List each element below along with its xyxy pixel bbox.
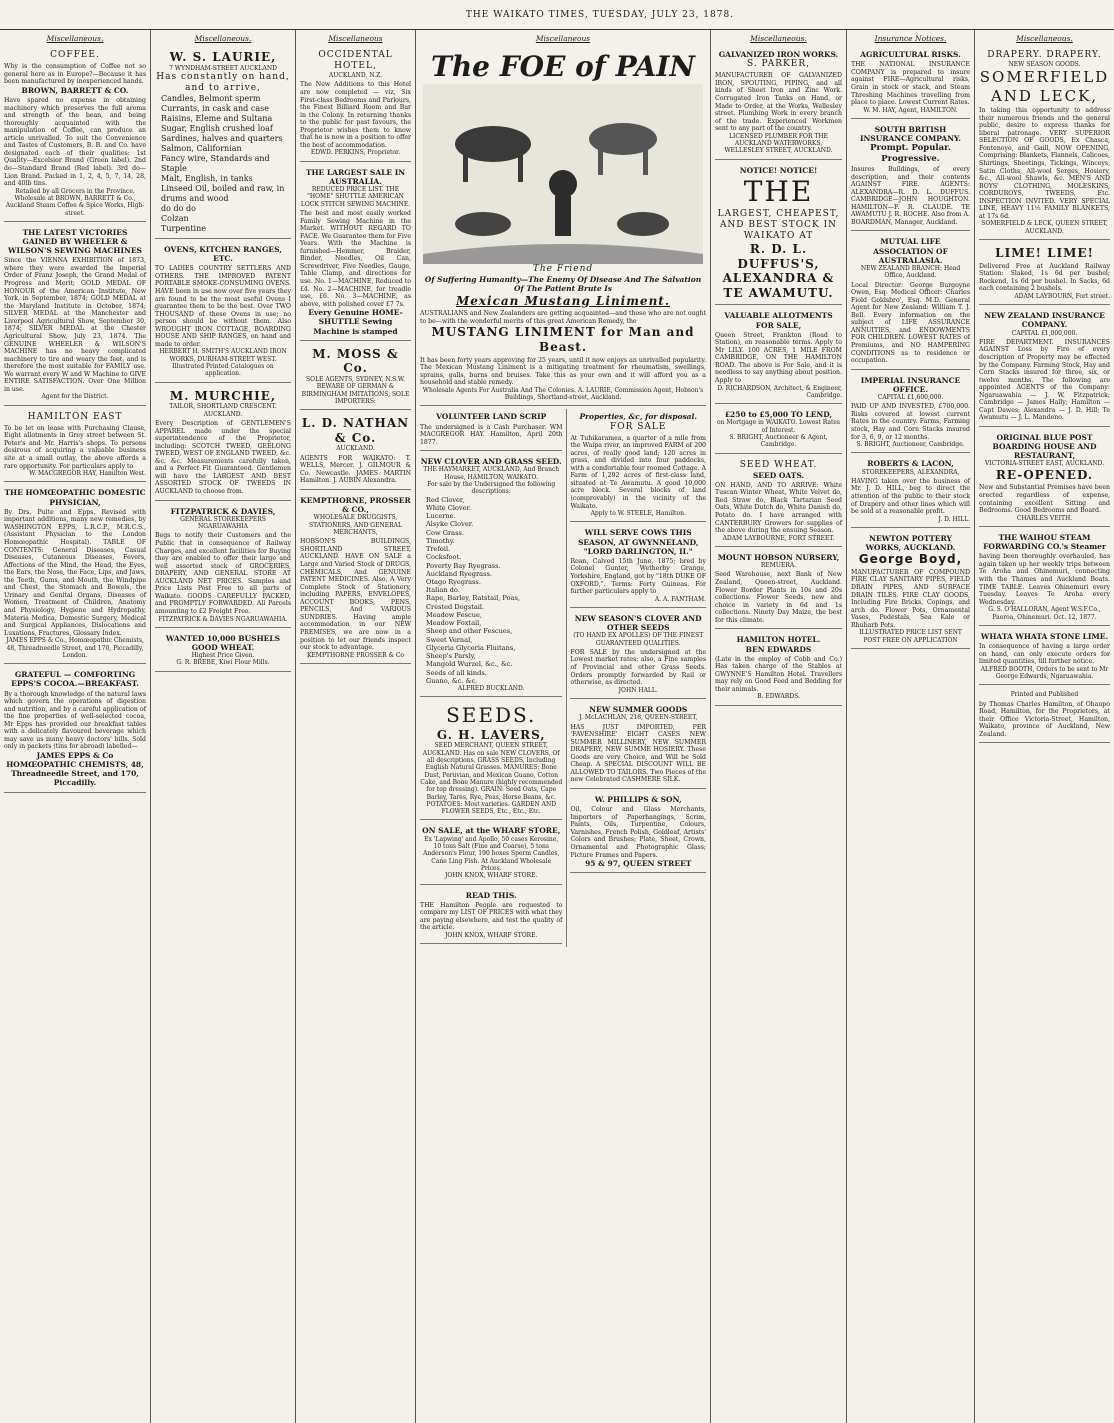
ad-ovens: [155, 242, 291, 383]
list-item: Colzan: [161, 214, 189, 224]
ad-body: ON HAND, AND TO ARRIVE: White Tuscan Winter Wheat, White Velvet do, Red Straw do, Black Tartarian Seed Oats, White Dutch do, White Danish do, Potato do. I have arranged with CANTERBURY Growers for supplies of the above during the ensuing Season.: [715, 481, 842, 535]
list-item: Alsyke Clover.: [426, 520, 474, 529]
list-item: Raisins, Eleme and Sultana: [161, 114, 273, 124]
ad-title: NOTICE! NOTICE!: [739, 165, 818, 175]
ad-footer: ALFRED BOOTH, Ordors to be sent to Mr George Edwards, Ngaruawahia.: [980, 665, 1109, 680]
list-item: Sheep and other Fescues,: [426, 627, 513, 636]
ad-body: At Tuhikaramea, a quarter of a mile from the Waipa river, an improved FARM of 200 acres, of really good land; 120 acres in grass, and divided into four paddocks, with a comfortable four roomed Cottage. A Farm of 1,292 acres of first-class land, situated at Te Awamutu. A good 10,000 acre block. Several blocks of land (comprovably) in the vicinity of the Waikato.: [570, 434, 706, 510]
ad-roberts-lacon: [851, 456, 970, 528]
ad-subtitle: J. McLACHLAN, 218, QUEEN-STREET,: [579, 714, 698, 722]
ad-body: HOBSON'S BUILDINGS, SHORTLAND STREET, AUCKLAND. HAVE ON SALE a Large and Varied Stock of DRUGS, CHEMICALS, And GENUINE PATENT MEDICINES. Also, A Very Complete Stock of Stationery, including PAPERS, ENVELOPES, ACCOUNT BOOKS, PENS, PENCILS, And VARIOUS SUNDRIES. Having ample accommodation in our NEW PREMISES, we are now in a position to let our friends inspect our stock to advantage.: [300, 538, 411, 652]
list-item: Salmon, Californian: [161, 144, 242, 154]
ad-body: FIRE DEPARTMENT. INSURANCES AGAINST Loss by Fire of every description of Property may be effected by the Company. Farming Stock, Hay and Corn Stacks insured for three, six, or twelve months. The following are appointed AGENTS of the Company: Ngaruawahia — J. W. Fitzpatrick; Cambridge — James Hally; Hamilton — Capt Dawes; Alexandra — J. D. Hill; Te Awamutu — J. L. Mandeno.: [979, 338, 1110, 422]
masthead: [0, 0, 1114, 30]
ad-body: Local Director: George Burgoyne Owen, Esq. Medical Officer: Charles Fiold Goldsbro', Esq. M.D. General Agent for New Zealand: William T. J. Bell. Every information on the subject of LIFE ASSURANCE ANNUITIES, and ENDOWMENTS FOR CHILDREN. LOWEST RATES of Premiums, and NO HAMPERING CONDITIONS as to residence or occupation.: [851, 281, 970, 365]
ad-blue-post: [979, 430, 1110, 527]
feature-body: AUSTRALIANS and New Zealanders are getting acquainted—and those who are not ought to be—with the wonderful merits of this great American Remedy, the: [420, 310, 706, 325]
ad-title: WHATA WHATA STONE LIME.: [980, 631, 1109, 641]
ad-title: NEW ZEALAND INSURANCE COMPANY.: [984, 311, 1105, 330]
ad-footer: W. M. HAY, Agent, HAMILTON.: [863, 106, 958, 114]
ad-footer: ILLUSTRATED PRICE LIST SENT POST FREE ON APPLICATION: [859, 629, 962, 644]
ad-subtitle: WHOLESALE DRUGGISTS, STATIONERS, AND GENERAL MERCHANTS,: [309, 514, 402, 536]
ad-footer: 95 & 97, QUEEN STREET: [585, 859, 692, 869]
ad-subtitle: Prompt. Popular. Progressive.: [870, 143, 951, 164]
ad-title: HAMILTON EAST: [27, 411, 123, 422]
ad-footer: B. EDWARDS.: [757, 693, 800, 701]
ad-subtitle: STOREKEEPERS, ALEXANDRA,: [861, 468, 960, 476]
ad-title: M. MOSS & Co.: [312, 346, 399, 376]
list-item: Fancy wire, Standards and Staple: [161, 154, 270, 174]
ad-body: Why is the consumption of Coffee not so general here as in Europe?—Because it has been manufactured by inexperienced hands.: [4, 63, 146, 86]
ad-title: SEED WHEAT.: [739, 459, 818, 470]
ad-footer: Agent for the District.: [41, 393, 109, 401]
feature-product: Mexican Mustang Liniment.: [455, 293, 671, 308]
list-item: Meadow Foxtail,: [426, 619, 482, 628]
ad-subtitle: SEED OATS.: [752, 470, 805, 480]
ad-lord-darlington: [570, 525, 706, 608]
ad-title: FITZPATRICK & DAVIES,: [170, 506, 276, 516]
ad-seed-wheat: [715, 457, 842, 547]
ad-wharf-store: [420, 823, 562, 884]
ad-subtitle: G. H. LAVERS,: [436, 727, 546, 742]
ad-footer: S. BRIGHT, Auctioneer & Agent, Cambridge.: [729, 434, 828, 449]
ad-body: MANUFACTURER OF COMPOUND FIRE CLAY SANITARY PIPES, FIELD DRAIN PIPES, AND SURFACE DRAIN TILES. FIRE CLAY GOODS, Including Fire Bricks, Copings, and arch do. Flower Pots, Ornamental Vases, Pedestals, Sea Kale or Rhubarb Pots.: [851, 568, 970, 629]
ad-title: AGRICULTURAL RISKS.: [860, 50, 961, 60]
column-4: [415, 30, 710, 1423]
feature-body: It has been forty years approving for 25 years, until it now enjoys an unrivalled popularity. The Mexican Mustang Liniment is a mitigating treatment for rheumatism, swellings, sprains, galls, burns and bruises. Take this as your own and it will afford you as a household and stable remedy.: [420, 356, 706, 387]
ad-title: NEW SUMMER GOODS: [589, 705, 688, 715]
ad-title: VOLUNTEER LAND SCRIP: [436, 412, 547, 422]
ad-title: SEEDS.: [446, 703, 537, 728]
ad-footer: Apply to W. STEELE, Hamilton.: [590, 510, 686, 518]
ad-subtitle: NEW ZEALAND BRANCH: Head Office, Auckland.: [860, 264, 961, 280]
ad-footer: JOHN HALL.: [618, 686, 658, 694]
list-item: Malt, English, in tanks: [161, 174, 253, 184]
ad-nathan: [300, 413, 411, 490]
list-item: Italian do.: [426, 586, 460, 595]
ad-body: AGENTS FOR WAIKATO: T. WELLS, Mercer. J. GILMOUR & Co. Newcastle. JAMES MARTIN Hamilton. J. AUBIN Alexandra.: [300, 454, 411, 485]
ad-body: The undersigned is a Cash Purchaser. WM MACGREGOR HAY. Hamilton, April 20th 1877.: [420, 423, 563, 446]
ad-properties: [570, 409, 706, 522]
ad-body: SEED MERCHANT, QUEEN STREET, AUCKLAND. Has on sale NEW CLOVERS, Of all descriptions. GRASS SEEDS, Including English Natural Grasses. MANURES: Bone Dust, Peruvian, and Mexican Guano, Cotton Cake, and Bone Manure (highly recommended for top dressing). GRAIN: Seed Oats, Cape Barley, Tares, Rye, Peas, Horse Beans, &c. POTATOES: Most varieties. GARDEN AND FLOWER SEEDS, Etc., Etc., Etc.: [420, 742, 563, 816]
ad-new-season-clover: [570, 611, 706, 699]
ad-title: OVENS, KITCHEN RANGES, ETC.: [164, 245, 282, 264]
ad-title: DRAPERY. DRAPERY.: [987, 50, 1102, 61]
sub-column-left: [420, 409, 562, 947]
ad-title: Properties, &c, for disposal.: [579, 412, 697, 422]
ad-footer: G. S. O'HALLORAN, Agent W.S.F.Co., Paeroa, Ohinemuri. Oct. 12, 1877.: [988, 606, 1101, 621]
ad-title: LIME! LIME!: [995, 246, 1094, 261]
ad-title: OCCIDENTAL HOTEL,: [318, 50, 393, 72]
list-item: Meadow Fescue,: [426, 610, 482, 619]
ad-list: [420, 496, 562, 685]
ad-lavers-seeds: [420, 700, 562, 820]
ad-title: ROBERTS & LACON,: [867, 459, 954, 469]
ad-phillips: [570, 792, 706, 873]
ad-footer: R. D. L. DUFFUS'S, ALEXANDRA & TE AWAMUTU.: [722, 241, 835, 300]
feature-headline: MUSTANG LINIMENT for Man and Beast.: [431, 325, 695, 354]
column-heading: Miscellaneous: [535, 34, 591, 43]
ad-subtitle: BEN EDWARDS: [745, 644, 812, 654]
ad-body: HAS JUST IMPORTED, PER 'FAVENSHIRE' EIGHT CASES NEW SUMMER MILLINERY, NEW SUMMER DRAPERY, NEW SUMME HOSIERY. These Goods are very Choice, and Will be Sold Cheap. A SPECIAL DISCOUNT WILL BE ALLOWED TO TAILORS. Two Pieces of the new Celebrated CASHMERE SILK.: [570, 723, 706, 784]
list-item: Timothy.: [426, 536, 455, 545]
list-item: Trefoil.: [426, 545, 451, 554]
ad-hamilton-east: [4, 409, 146, 483]
ad-duffus-notice: [715, 163, 842, 306]
ad-subtitle: CAPITAL £1,000,000.: [1011, 329, 1078, 337]
feature-tagline: Of Suffering Humanity—The Enemy Of Disease And The Salvation Of The Patient Brute Is: [424, 275, 702, 294]
ad-body: By a thorough knowledge of the natural laws which govern the operations of digestion and nutrition, and by a careful application of the fine properties of well-selected cocoa, Mr Epps has provided our breakfast tables with a delicately flavoured beverage which may save us many heavy doctors' bills. Sold only in packets (tins for abroad) labelled—: [4, 690, 146, 751]
ad-title: W. PHILLIPS & SON,: [594, 795, 682, 804]
ad-footer: J. D. HILL.: [938, 515, 970, 523]
ad-headline: SOMERFIELD AND LECK,: [979, 68, 1110, 105]
dog-icon: [617, 212, 669, 236]
ad-title: M. MURCHIE,: [169, 388, 277, 403]
ad-body: Queen Street, Frankton (Road to Station), on reasonable terms. Apply to Mr LILY. 100 ACRES, 1 MILE FROM CAMBRIDGE, ON THE HAMILTON ROAD. The above is For Sale, and it is needless to say anything about position. Apply to: [715, 331, 842, 385]
list-item: Lucerne.: [426, 512, 456, 521]
list-item: Otago Ryegrass.: [426, 577, 481, 586]
ad-title: MOUNT HOBSON NURSERY,: [717, 552, 840, 562]
ad-title: VALUABLE ALLOTMENTS FOR SALE,: [724, 311, 833, 330]
ad-body: The best and most easily worked Family Sewing Machine in the Market. WITHOUT REGARD TO FACE. We Guarantee them for Five Years. With the Machine is furnished—Hemmer, Braider, Binder, Needles, Oil Can, Screwdriver, Five Needles, Gauge, Table Clamp, and directions for use. No. 1—MACHINE, Reduced to £4. No. 2—MACHINE, for treadle use, £6. No. 3—MACHINE, as above, with polished cover £7 7s.: [300, 209, 411, 308]
list-item: Red Clover,: [426, 495, 465, 504]
ad-subtitle: TAILOR, SHORTLAND CRESCENT. AUCKLAND.: [169, 403, 277, 418]
ad-title: KEMPTHORNE, PROSSER & CO.,: [300, 496, 411, 515]
ad-whata-whata-lime: [979, 629, 1110, 685]
ad-epps-cocoa: [4, 667, 146, 792]
ad-title: THE LATEST VICTORIES GAINED BY WHEELER & WILSON'S SEWING MACHINES: [8, 227, 142, 256]
ad-footer: CHARLES VEITH.: [1016, 514, 1073, 522]
ad-body: The New Additions to this Hotel are now completed — viz, Six First-class Bedrooms and Parlours, the Finest Billiard Room and Bar in the Colony. In returning thanks to the public for past favours, the Proprietor wishes them to know that he is now in a position to offer the best of accommodation.: [300, 81, 411, 149]
ad-footer: ALFRED BUCKLAND.: [457, 685, 525, 693]
feature-agents: Wholesale Agents For Australia And The Colonies. A. LAURIE, Commission Agent, Hobson's Buildings, Shortland-street, Auckland.: [422, 386, 704, 402]
ad-somerfield-leck: [979, 47, 1110, 240]
ad-title: WANTED 10,000 BUSHELS GOOD WHEAT.: [165, 633, 281, 653]
list-item: Guano, &c. &c.: [426, 676, 478, 685]
ad-footer: HERBERT H. SMITH'S AUCKLAND IRON WORKS, DURHAM-STREET WEST. Illustrated Printed Catalogues on application.: [159, 348, 287, 378]
ad-title: WILL SERVE COWS THIS SEASON, AT GWYNNELAND,: [577, 528, 699, 547]
ad-wanted-wheat: [155, 631, 291, 672]
list-item: do do do: [161, 204, 196, 214]
ad-title: L. D. NATHAN & Co.: [301, 416, 410, 445]
ad-title: THE HOMŒOPATHIC DOMESTIC PHYSICIAN,: [4, 488, 146, 507]
ad-title: GALVANIZED IRON WORKS.: [718, 50, 839, 60]
ad-body: Oil, Colour and Glass Merchants, Importers of Paperhangings, Scrim, Paints, Oils, Turpentine, Colours, Varnishes, French Polish, Goldleaf, Artists' Colors and Brushes; Plate, Sheet, Crown, Ornamental and Photographic Glass; Picture Frames and Papers.: [570, 806, 706, 859]
ad-footer: JAMES EPPS & Co., Homœopathic Chemists, 48, Threadneedle Street, and 170, Piccadilly, London.: [6, 637, 144, 659]
ad-footer: JAMES EPPS & Co HOMŒOPATHIC CHEMISTS, 48, Threadneedle Street, and 170, Piccadilly.: [6, 751, 144, 788]
ad-body: Seed Warehouse, next Bank of New Zealand, Queen-street, Auckland. Flower Border Plants in 10s and 20s collections. Flower Seeds, new and choice in variety in 6d and 1s collections. Ninety Day Maize, the best for this climate.: [715, 571, 842, 624]
column-heading: Miscellaneous: [328, 34, 383, 43]
ad-subtitle: FOR SALE: [609, 421, 667, 432]
ad-mclachlan: [570, 702, 706, 789]
ad-title: MUTUAL LIFE ASSOCIATION OF AUSTRALASIA.: [873, 237, 948, 265]
imprint: [979, 688, 1110, 743]
ad-title: IMPERIAL INSURANCE OFFICE.: [860, 375, 961, 394]
ad-mustang-liniment: [420, 47, 706, 406]
feature-friend: The Friend: [532, 264, 594, 275]
ad-subtitle: SOLE AGENTS, SYDNEY, N.S.W.: [306, 375, 405, 383]
ad-coffee: [4, 47, 146, 222]
ad-body: For sale by the Undersigned the following descriptions:: [427, 481, 556, 496]
list-item: Cocksfoot.: [426, 553, 462, 562]
ad-body: Roan, Calved 15th June, 1875; bred by Colonel Gunter, Wetherby Grange, Yorkshire, England, got by "18th DUKE OF OXFORD,". Terms: Forty Guineas. For further particulars apply to: [570, 557, 706, 596]
ad-footer: W. MACGREGOR HAY, Hamilton West.: [29, 470, 146, 478]
list-item: Glyceria Glyceria Fluitans,: [426, 643, 516, 652]
column-7: [974, 30, 1114, 1423]
ad-subtitle: BROWN, BARRETT & CO.: [21, 85, 129, 95]
ad-body: Have spared no expense in obtaining machinery which preserves the full aroma and strength of the bean, and being thoroughly acquainted with the manipulation of Coffee, can produce an article unrivalled. To suit the Convenience and Tastes of Customers, B. B. and Co. have designated each of their qualities: 1st Quality—Excelsior Brand (Green label). 2nd do—Standard Brand (Red label). 3rd do—Lion Brand. Packed in 1, 2, 4, 5, 7, 14, 28, and 40lb tins.: [4, 96, 146, 188]
list-item: Sugar, English crushed loaf: [161, 124, 273, 134]
ad-home-shuttle: [300, 165, 411, 341]
ad-title: COFFEE.: [50, 50, 100, 61]
ad-body: FOR SALE by the undersigned at the Lowest market rates; also, a Fine samples of Provincial and other Grass Seeds. Orders promptly forwarded by Rail or otherwise, as directed.: [570, 648, 706, 687]
ad-lime: [979, 243, 1110, 305]
ad-allotments: [715, 308, 842, 404]
column-heading: Miscellaneous.: [194, 34, 252, 43]
column-heading: Miscellaneous.: [750, 34, 807, 43]
sub-columns: [420, 409, 706, 947]
ad-volunteer-scrip: [420, 409, 562, 451]
ad-title: READ THIS.: [465, 890, 517, 900]
ad-subtitle: CAPITAL £1,600,000.: [877, 393, 944, 401]
ad-body: In consequence of having a large order on hand, can only execute orders for limited quantities, till further notice.: [979, 642, 1110, 666]
ad-body: having been thoroughly overhauled, has again taken up her weekly trips between Te Aroha and Ohinemuri, connecting with the Thames and Auckland Boats. TIME TABLE. Leaves Ohinemuri every Tuesday. Leaves Te Aroha every Wednesday.: [979, 553, 1110, 606]
ad-title: NEW CLOVER AND GRASS SEED.: [420, 457, 562, 467]
list-item: Poverty Bay Ryegrass.: [426, 561, 501, 570]
column-6: [846, 30, 974, 1423]
column-5: [710, 30, 846, 1423]
ad-body: Has constantly on hand, and to arrive,: [156, 72, 290, 94]
ad-south-british: [851, 122, 970, 232]
ad-footer: S. BRIGHT, Auctioneer, Cambridge.: [856, 441, 965, 449]
ad-body: To be let on lease with Purchasing Clause, Eight allotments in Grey street between St. Peter's and Mr. Harris's shops. To persons desirous of acquiring a valuable business site at a small outlay, the above affords a rare opportunity. For particulars apply to: [4, 424, 146, 470]
ad-subtitle: AUCKLAND, N.Z.: [328, 72, 383, 80]
ad-body: THE NATIONAL INSURANCE COMPANY is prepared to insure against FIRE—Agricultural risks, Grain in stock or stack, and Steam Threshing Machines travelling from place to place. Lowest Current Rates.: [851, 61, 970, 107]
ad-subtitle: George Boyd,: [858, 552, 963, 567]
ad-clover-seed: [420, 454, 562, 697]
ad-subtitle: GENERAL STOREKEEPERS NGARUAWAHIA: [180, 515, 266, 531]
ad-mount-hobson: [715, 550, 842, 629]
ad-title: ORIGINAL BLUE POST BOARDING HOUSE AND RESTAURANT,: [992, 433, 1097, 461]
list-item: Turpentine: [161, 224, 206, 234]
ad-title: W. S. LAURIE,: [169, 50, 277, 65]
ad-footer: G. R. BREBE, Kiwi Flour Mills.: [176, 659, 270, 667]
ad-body: on Mortgage in WAIKATO. Lowest Rates of Interest.: [717, 419, 840, 434]
ad-nz-insurance: [979, 308, 1110, 427]
ad-murchie: [155, 386, 291, 501]
list-item: Seeds of all kinds.: [426, 668, 487, 677]
ad-body: LARGEST, CHEAPEST, AND BEST STOCK IN WAIKATO AT: [717, 208, 840, 241]
ad-subtitle: REMUERA.: [760, 562, 797, 570]
ad-subtitle: (TO HAND EX APOLLES) OF THE FINEST GUARANTEED QUALITIES.: [573, 632, 704, 647]
column-heading: Insurance Notices.: [874, 34, 947, 43]
list-item: Cow Grass.: [426, 528, 464, 537]
ad-title: SOUTH BRITISH INSURANCE COMPANY.: [859, 124, 962, 144]
ad-headline: RE-OPENED.: [995, 467, 1094, 482]
list-item: Sardines, halves and quarters: [161, 134, 283, 144]
ad-body: Insures Buildings, of every description, and their contents AGAINST FIRE. AGENTS: ALEXANDRA—R. D. L. DUFFUS. CAMBRIDGE—JOHN HOUGHTON. HAMILTON—F. R. CLAUDE. TE AWAMUTU J. R. ROCHE. Also from A. BOARDMAN, Manager, Auckland.: [851, 165, 970, 226]
ad-title: HAMILTON HOTEL.: [736, 635, 821, 645]
man-icon: [549, 170, 577, 198]
ad-agricultural-risks: [851, 47, 970, 119]
ad-body: Ex 'Lapwing' and Apollo, 50 cases Kerosine, 10 tons Salt (Fine and Coarse), 5 tons Anderson's Flour, 190 boxes Sperm Candles, Cane Ling Fish. At Auckland Wholesale Prices.: [423, 835, 560, 872]
ad-read-this: [420, 888, 562, 945]
ad-body: by Thomas Charles Hamilton, of Ohaupo Road, Hamilton, for the Proprietors, at their Office Victoria-Street, Hamilton, Waikato, province of Auckland, New Zealand.: [979, 700, 1110, 738]
ad-footer: EDWD. PERKINS, Proprietor.: [310, 149, 401, 157]
feature-title: The FOE of PAIN: [430, 50, 696, 84]
list-item: Linseed Oil, boiled and raw, in drums and wood: [161, 184, 285, 204]
ad-subtitle: "LORD DARLINGTON, II.": [583, 546, 693, 556]
column-2: [150, 30, 295, 1423]
ad-to-lend: [715, 407, 842, 453]
ad-body: Every Description of GENTLEMEN'S APPAREL made under the special superintendence of the Proprietor, including: SCOTCH TWEED, GEELONG TWEED, WEST OF ENGLAND TWEED, &c. &c. &c. Measurements carefully taken, and a Perfect Fit Guaranteed. Gentlemen will have the LARGEST AND BEST ASSORTED STOCK OF TWEEDS IN AUCKLAND to choose from.: [155, 419, 291, 496]
masthead-title: THE WAIKATO TIMES, TUESDAY, JULY 23, 1878.: [465, 10, 735, 20]
ad-list: [155, 94, 291, 234]
list-item: Mangold Wurzel, &c., &c.: [426, 660, 513, 669]
column-heading: Miscellaneous.: [1016, 34, 1073, 43]
ad-title: Printed and Published: [1010, 691, 1079, 699]
ad-fitzpatrick: [155, 504, 291, 628]
ad-footer: Every Genuine HOME-SHUTTLE Sewing Machine is stamped: [308, 308, 403, 336]
sheep-icon: [455, 212, 511, 236]
ad-footer: D. RICHARDSON, Architect, & Engineer, Cambridge.: [717, 384, 842, 399]
ad-subtitle: S. PARKER,: [746, 59, 810, 70]
list-item: White Clover.: [426, 503, 472, 512]
column-3: [295, 30, 415, 1423]
ad-subtitle: THE: [743, 174, 814, 208]
column-1: [0, 30, 150, 1423]
ad-footer: ADAM LAYBOURN, Fort street.: [1014, 292, 1110, 300]
ad-laurie: [155, 47, 291, 239]
ad-mutual-life: [851, 234, 970, 369]
ad-subtitle: THE HAYMARKET, AUCKLAND, And Branch House, HAMILTON, WAIKATO.: [423, 466, 560, 481]
ad-subtitle: AUCKLAND.: [336, 445, 375, 453]
list-item: Sweet Vernal,: [426, 635, 473, 644]
column-heading: Miscellaneous.: [46, 34, 104, 43]
ad-body: PAID UP AND INVESTED, £700,000. Risks covered at lowest current Rates in the country. Farms, Farming stock, Hay and Corn Stacks insured for 3, 6, 9, or 12 months.: [851, 403, 970, 441]
ad-footer: ADAM LAYBOURNE, FORT STREET.: [722, 534, 835, 542]
ad-footer: LICENSED PLUMBER FOR THE AUCKLAND WATERWORKS, WELLESLEY STREET, AUCKLAND.: [724, 132, 833, 155]
ad-wheeler-wilson: [4, 225, 146, 406]
ad-footer: KEMPTHORNE PROSSER & Co: [306, 651, 405, 659]
ad-footer: JOHN KNOX, WHARF STORE.: [444, 931, 538, 939]
ad-title: GRATEFUL — COMFORTING EPPS'S COCOA.—BREAKFAST.: [11, 670, 139, 689]
ad-body: HAVING taken over the business of Mr. J. D. HILL, beg to direct the attention of the public to their stock of Drapery and other lines which will be sold at a reasonable profit.: [851, 477, 970, 516]
ad-newton-pottery: [851, 531, 970, 649]
list-item: Auckland Ryegrass.: [426, 569, 492, 578]
ad-body: THE Hamilton People are requested to compare my LIST OF PRICES with what they are paying elsewhere, and test the quality of the article.: [420, 901, 563, 932]
ad-moss: [300, 344, 411, 411]
ad-subtitle: NEW SEASON GOODS.: [1008, 61, 1081, 69]
ad-body: (Late in the employ of Cobb and Co.) Has taken charge of the Stables at GWYNNE'S Hamilton Hotel. Travellers may rely on Good Feed and Bedding for their animals.: [715, 655, 842, 693]
ad-title: £250 to £5,000 TO LEND,: [724, 410, 833, 420]
ad-footer: JOHN KNOX, WHARF STORE.: [444, 872, 538, 880]
list-item: Rape, Barley, Ratstail, Poas,: [426, 594, 520, 603]
ad-title: ON SALE, at the WHARF STORE,: [422, 826, 561, 836]
ad-body: By Drs. Pulte and Epps. Revised with important additions, many new remedies, by WASHINGTON EPPS, L.R.C.P., M.R.C.S., (Assistant Physician to the London Homœopathic Hospital). TABLE OF CONTENTS: General Diseases, Casual Diseases, Cutaneous Diseases, Fevers, Affections of the Mind, the Head, the Eyes, the Ears, the Nose, the Face, Lips, and Jaws, the Teeth, Gums, and Mouth, the Windpipe and Chest, the Stomach and Bowels, the Urinary and Genital Organs, Diseases of Women, Treatment of Children, Anatomy and Physiology, Hygiene and Hydropathy, Materia Medica, Domestic Surgery, Medical and Surgical Appliances, Dislocations and Luxations, Fractures, Glossary Index.: [4, 508, 146, 637]
ad-title: NEW SEASON'S CLOVER AND OTHER SEEDS: [574, 614, 702, 633]
ad-subtitle: REDUCED PRICE LIST. THE "HOME" SHUTTLE AMERICAN LOCK STITCH SEWING MACHINE.: [300, 186, 411, 208]
ad-occidental-hotel: [300, 47, 411, 162]
ad-body: BEWARE OF GERMAN & BIRMINGHAM IMITATIONS, SOLE IMPORTERS:: [301, 383, 410, 405]
ad-footer: Retailed by all Grocers in the Province. Wholesale at BROWN, BARRETT & Co., Auckland Steam Coffee & Spice Works, High-street.: [5, 187, 145, 217]
ad-kempthorne: [300, 493, 411, 664]
ad-body: New and Substantial Premises have been erected regardless of expense, containing excellent Sitting and Bedrooms. Good Bedrooms and Board.: [979, 484, 1110, 515]
list-item: Sheep's Parsly,: [426, 652, 476, 661]
ad-footer: A. A. FANTHAM.: [654, 595, 706, 603]
ad-imperial-insurance: [851, 373, 970, 454]
ad-body: Since the VIENNA EXHIBITION of 1873, where they were awarded the Imperial Order of Franz Joseph, the Grand Medal of Progress and Merit; GOLD MEDAL OF HONOUR of the American Institute, New York, in September, 1874; GOLD MEDAL at the Maryland Institute in October, 1874; SILVER MEDAL at the Manchester and Liverpool Agricultural Show, September 30, 1874; SILVER MEDAL at the Chester Agricultural Show, July 23, 1874. The GENUINE WHEELER & WILSON'S MACHINE has no heavy complicated machinery to tire and weary the feet, and is therefore the most suitable for FAMILY use. We warrant every W and W Machine to GIVE ENTIRE SATISFACTION. Over One Million in use.: [4, 257, 146, 393]
ad-title: NEWTON POTTERY WORKS, AUCKLAND.: [865, 534, 956, 553]
list-item: Candles, Belmont sperm: [161, 94, 261, 104]
list-item: Currants, in cask and case: [161, 104, 269, 114]
ad-body: Delivered Free at Auckland Railway Station: Slaked, 1s 6d per bushel; Rockend, 1s 6d per bushel. In Sacks, 6d each containing 2 bushels.: [979, 262, 1110, 293]
ad-homoeopathic: [4, 485, 146, 664]
ad-hamilton-hotel: [715, 632, 842, 705]
ad-body: TO LADIES COUNTRY SETTLERS AND OTHERS. THE IMPROVED PATENT PORTABLE SMOKE-CONSUMING OVENS. HAVE been in use now over five years they are found to be the most useful Ovens I guarantee them to be the best. Over TWO THOUSAND of these Ovens in use; no person should be without them. Also WROUGHT IRON COTTAGE, BOARDING HOUSE AND SHIP RANGES, on hand and made to order.: [155, 265, 291, 348]
ad-footer: FITZPATRICK & DAVIES NGARUAWAHIA.: [158, 615, 288, 623]
ad-body: Highest Price Given.: [191, 652, 255, 660]
animals-illustration: [420, 84, 706, 264]
ad-waihou-steam: [979, 530, 1110, 626]
sub-column-right: [566, 409, 706, 947]
list-item: Crested Dogstail.: [426, 602, 485, 611]
ad-subtitle: VICTORIA-STREET EAST, AUCKLAND.: [984, 460, 1105, 468]
ad-footer: SOMERFIELD & LECK, QUEEN STREET, AUCKLAND.: [981, 220, 1108, 235]
ad-body: MANUFACTURER OF GALVANIZED IRON, SPOUTING, PIPING, and all kinds of Sheet Iron and Zinc Work. Corrugated Iron Tanks on Hand, or Made to Order, at the Works, Wellesley street. Plumbing Work in every branch of the trade. Experienced Workmen sent to any part of the country.: [715, 72, 842, 133]
ad-title: THE WAIHOU STEAM FORWARDING CO.'s Steamer: [983, 532, 1106, 552]
ad-title: THE LARGEST SALE IN AUSTRALIA.: [305, 167, 406, 186]
ad-subtitle: 7 WYNDHAM-STREET AUCKLAND: [169, 64, 277, 72]
ad-body: Begs to notify their Customers and the Public that in consequence of Railway Charges, and excellent facilities for Buying they are enabled to offer their large and well assorted stock of GROCERIES, DRAPERY, AND GENERAL STORE AT AUCKLAND NET PRICES. Samples and Price Lists Post Free to all parts of Waikato. GOODS CAREFULLY PACKED, and PROMPTLY FORWARDED. All Parcels amounting to £2 Freight Free.: [155, 532, 291, 615]
ad-body: In taking this opportunity to address their numerous friends and the general public, desire to express thanks for liberal patronage. VERY SUPERIOR SELECTION OF GOODS, Ex Chasca, Fontenoye, and Gaill, NOW OPENING, Comprising: Blankets, Flannels, Calicoes, Shirtings, Sheetings, Tickings, Winceys, Satin Cloths, All-wool Serges, Hosiery, &c., All-wool Shawls, &c. MEN'S AND BOYS' CLOTHING, MOLESKINS, CORDUROYS, TWEEDS, Etc. INSPECTION INVITED. VERY SPECIAL LINE, HEAVY 11½ FAMILY BLANKETS, at 17s 6d.: [979, 107, 1110, 220]
ad-galvanized-iron: [715, 47, 842, 160]
